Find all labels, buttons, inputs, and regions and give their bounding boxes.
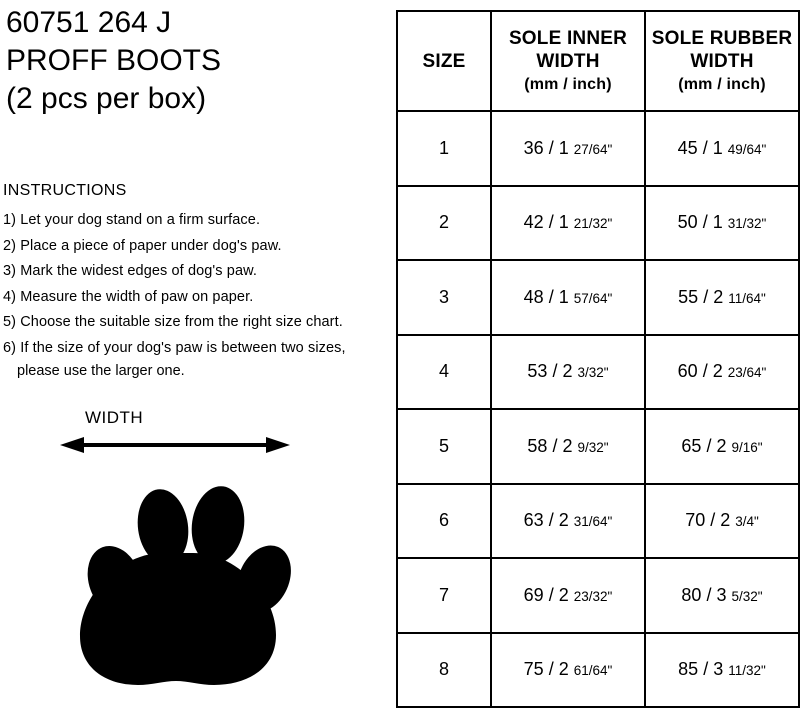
cell-rubber-mm: 55 / 2 <box>678 286 724 307</box>
list-item: 4) Measure the width of paw on paper. <box>3 288 254 305</box>
list-item-continuation: please use the larger one. <box>17 363 185 379</box>
cell-inner-fraction: 21/32" <box>573 216 613 232</box>
size-chart-table <box>396 10 800 708</box>
cell-rubber-fraction: 3/4" <box>735 514 759 530</box>
column-header-sole-rubber-width <box>645 11 799 111</box>
cell-inner-fraction: 3/32" <box>577 365 609 381</box>
cell-rubber-mm: 60 / 2 <box>677 361 723 382</box>
cell-rubber-mm: 70 / 2 <box>685 510 731 531</box>
cell-inner-mm: 42 / 1 <box>523 212 569 233</box>
table-row <box>397 558 799 633</box>
cell-inner-fraction: 27/64" <box>573 141 613 157</box>
width-label: WIDTH <box>85 408 144 427</box>
cell-size: 5 <box>397 409 491 484</box>
product-code: 60751 264 J <box>6 6 172 39</box>
list-item: 3) Mark the widest edges of dog's paw. <box>3 263 258 279</box>
cell-inner-mm: 63 / 2 <box>523 510 569 531</box>
table-row <box>397 484 799 559</box>
cell-rubber-width <box>645 260 799 335</box>
cell-inner-mm: 58 / 2 <box>527 435 573 456</box>
cell-rubber-mm: 65 / 2 <box>681 435 727 456</box>
cell-size: 7 <box>397 558 491 633</box>
table-row <box>397 111 799 186</box>
page-title <box>6 4 386 118</box>
cell-size: 4 <box>397 335 491 410</box>
arrow-right-head-icon <box>266 437 290 453</box>
cell-inner-mm: 48 / 1 <box>523 286 569 307</box>
cell-size: 2 <box>397 186 491 261</box>
width-measure-figure <box>60 405 290 453</box>
cell-size: 3 <box>397 260 491 335</box>
instructions-list <box>3 208 393 381</box>
cell-inner-width <box>491 335 645 410</box>
product-packaging: (2 pcs per box) <box>6 82 207 115</box>
cell-inner-mm: 75 / 2 <box>523 659 569 680</box>
cell-rubber-width <box>645 111 799 186</box>
cell-inner-width <box>491 260 645 335</box>
cell-inner-fraction: 61/64" <box>573 663 613 679</box>
cell-rubber-mm: 80 / 3 <box>681 584 727 605</box>
column-header-size: SIZE <box>397 11 491 111</box>
cell-inner-width <box>491 558 645 633</box>
instructions-heading: INSTRUCTIONS <box>3 182 127 199</box>
cell-rubber-width <box>645 186 799 261</box>
cell-rubber-fraction: 11/64" <box>728 290 766 306</box>
column-header-inner-sub: (mm / inch) <box>524 75 612 93</box>
cell-rubber-fraction: 11/32" <box>728 663 766 679</box>
cell-inner-width <box>491 111 645 186</box>
cell-inner-fraction: 23/32" <box>573 588 613 604</box>
cell-rubber-mm: 50 / 1 <box>677 212 723 233</box>
cell-rubber-fraction: 49/64" <box>727 141 767 157</box>
cell-size: 6 <box>397 484 491 559</box>
list-item: 6) If the size of your dog's paw is between two sizes, <box>3 339 346 356</box>
cell-size: 8 <box>397 633 491 708</box>
double-arrow-horizontal-icon <box>60 437 290 453</box>
table-body <box>397 111 799 707</box>
table-row <box>397 260 799 335</box>
list-item: 5) Choose the suitable size from the right size chart. <box>3 314 343 330</box>
cell-rubber-fraction: 31/32" <box>727 216 767 232</box>
cell-rubber-width <box>645 633 799 708</box>
left-panel <box>0 0 396 699</box>
cell-inner-mm: 53 / 2 <box>527 361 573 382</box>
table-header-row <box>397 11 799 111</box>
column-header-rubber-sub: (mm / inch) <box>678 75 766 93</box>
cell-rubber-width <box>645 409 799 484</box>
list-item: 1) Let your dog stand on a firm surface. <box>3 212 261 228</box>
cell-inner-width <box>491 409 645 484</box>
cell-rubber-fraction: 9/16" <box>731 439 763 455</box>
table-row <box>397 409 799 484</box>
cell-inner-fraction: 31/64" <box>573 514 613 530</box>
table-row <box>397 335 799 410</box>
cell-inner-width <box>491 186 645 261</box>
column-header-rubber-main: SOLE RUBBER WIDTH <box>651 27 793 72</box>
cell-inner-mm: 69 / 2 <box>523 584 569 605</box>
cell-inner-mm: 36 / 1 <box>523 137 569 158</box>
cell-rubber-fraction: 23/64" <box>727 365 767 381</box>
arrow-shaft <box>80 443 270 447</box>
column-header-sole-inner-width <box>491 11 645 111</box>
cell-rubber-width <box>645 484 799 559</box>
table-row <box>397 633 799 708</box>
product-name: PROFF BOOTS <box>6 44 222 77</box>
cell-rubber-width <box>645 558 799 633</box>
cell-rubber-mm: 45 / 1 <box>677 137 723 158</box>
cell-inner-fraction: 9/32" <box>577 439 609 455</box>
cell-inner-width <box>491 484 645 559</box>
column-header-inner-main: SOLE INNER WIDTH <box>508 27 628 72</box>
paw-print-icon <box>55 462 305 687</box>
cell-rubber-fraction: 5/32" <box>731 588 763 604</box>
cell-rubber-mm: 85 / 3 <box>678 659 724 680</box>
cell-inner-width <box>491 633 645 708</box>
list-item: 2) Place a piece of paper under dog's paw. <box>3 237 282 254</box>
cell-size: 1 <box>397 111 491 186</box>
cell-inner-fraction: 57/64" <box>573 290 613 306</box>
table-row <box>397 186 799 261</box>
cell-rubber-width <box>645 335 799 410</box>
size-chart <box>396 10 794 708</box>
